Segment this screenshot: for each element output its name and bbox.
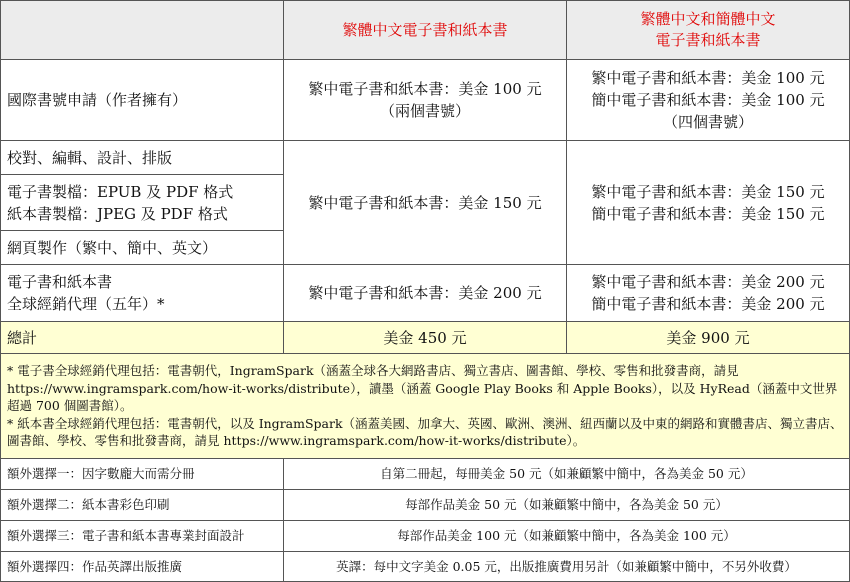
isbn-col2-line2: （兩個書號） — [379, 102, 470, 120]
total-row — [1, 322, 850, 354]
option-row-4 — [1, 552, 850, 582]
option-4-label: 額外選擇四：作品英譯出版推廣 — [1, 552, 284, 582]
production-col3-line1: 繁中電子書和紙本書：美金 150 元 — [591, 182, 825, 201]
isbn-col3 — [567, 60, 850, 141]
distribution-col3 — [567, 265, 850, 322]
total-label: 總計 — [1, 322, 284, 354]
option-1-value: 自第二冊起，每冊美金 50 元（如兼顧繁中簡中，各為美金 50 元） — [284, 459, 850, 490]
notes-cell — [1, 354, 850, 459]
isbn-col3-line3: （四個書號） — [662, 113, 753, 131]
distribution-label-line1: 電子書和紙本書 — [7, 273, 113, 291]
production-col3-line2: 簡中電子書和紙本書：美金 150 元 — [591, 204, 825, 223]
note-ebook-distribution: * 電子書全球經銷代理包括：電書朝代，IngramSpark（涵蓋全球各大網路書店、獨立書店、圖書館、學校、零售和批發書商，請見 https://www.ingramspark.com/how-it-works/distribute），讀墨（涵蓋 Google Play Books 和 Apple Books），以及 HyRead（涵蓋中文世界超過 700 個圖書館）。 — [7, 363, 838, 414]
option-1-label: 額外選擇一：因字數龐大而需分冊 — [1, 459, 284, 490]
header-col-both — [567, 1, 850, 60]
isbn-col3-line1: 繁中電子書和紙本書：美金 100 元 — [591, 69, 825, 87]
option-3-value: 每部作品美金 100 元（如兼顧繁中簡中，各為美金 100 元） — [284, 521, 850, 552]
files-label-line2: 紙本書製檔：JPEG 及 PDF 格式 — [7, 204, 228, 223]
total-col3: 美金 900 元 — [567, 322, 850, 354]
production-col2-text: 繁中電子書和紙本書：美金 150 元 — [308, 193, 542, 212]
distribution-label-line2: 全球經銷代理（五年）* — [7, 295, 165, 313]
distribution-col2: 繁中電子書和紙本書：美金 200 元 — [284, 265, 567, 322]
isbn-col2-line1: 繁中電子書和紙本書：美金 100 元 — [308, 80, 542, 98]
editing-label: 校對、編輯、設計、排版 — [1, 141, 284, 175]
option-row-2 — [1, 490, 850, 521]
editing-row — [1, 141, 850, 175]
files-label — [1, 175, 284, 231]
note-print-distribution: * 紙本書全球經銷代理包括：電書朝代，以及 IngramSpark（涵蓋美國、加拿大、英國、歐洲、澳洲、紐西蘭以及中東的網路和實體書店、獨立書店、圖書館、學校、零售和批發書商，請見 https://www.ingramspark.com/how-it-works/distribute）。 — [7, 415, 843, 449]
web-label: 網頁製作（繁中、簡中、英文） — [1, 231, 284, 265]
header-col3-line1: 繁體中文和簡體中文 — [640, 10, 776, 28]
option-4-value: 英譯：每中文字美金 0.05 元，出版推廣費用另計（如兼顧繁中簡中，不另外收費） — [284, 552, 850, 582]
isbn-label: 國際書號申請（作者擁有） — [1, 60, 284, 141]
option-row-1 — [1, 459, 850, 490]
header-empty-cell — [1, 1, 284, 60]
distribution-col3-line1: 繁中電子書和紙本書：美金 200 元 — [591, 273, 825, 291]
production-col3 — [567, 141, 850, 265]
distribution-col3-line2: 簡中電子書和紙本書：美金 200 元 — [591, 295, 825, 313]
isbn-col2 — [284, 60, 567, 141]
option-2-label: 額外選擇二：紙本書彩色印刷 — [1, 490, 284, 521]
total-col2: 美金 450 元 — [284, 322, 567, 354]
option-row-3 — [1, 521, 850, 552]
files-label-line1: 電子書製檔：EPUB 及 PDF 格式 — [7, 182, 234, 201]
notes-row — [1, 354, 850, 459]
header-col-traditional — [284, 1, 567, 60]
header-row — [1, 1, 850, 60]
distribution-row — [1, 265, 850, 322]
option-2-value: 每部作品美金 50 元（如兼顧繁中簡中，各為美金 50 元） — [284, 490, 850, 521]
isbn-col3-line2: 簡中電子書和紙本書：美金 100 元 — [591, 91, 825, 109]
isbn-row — [1, 60, 850, 141]
header-col2-title: 繁體中文電子書和紙本書 — [342, 20, 508, 39]
production-col2 — [284, 141, 567, 265]
header-col3-line2: 電子書和紙本書 — [655, 31, 761, 49]
distribution-label — [1, 265, 284, 322]
option-3-label: 額外選擇三：電子書和紙本書專業封面設計 — [1, 521, 284, 552]
